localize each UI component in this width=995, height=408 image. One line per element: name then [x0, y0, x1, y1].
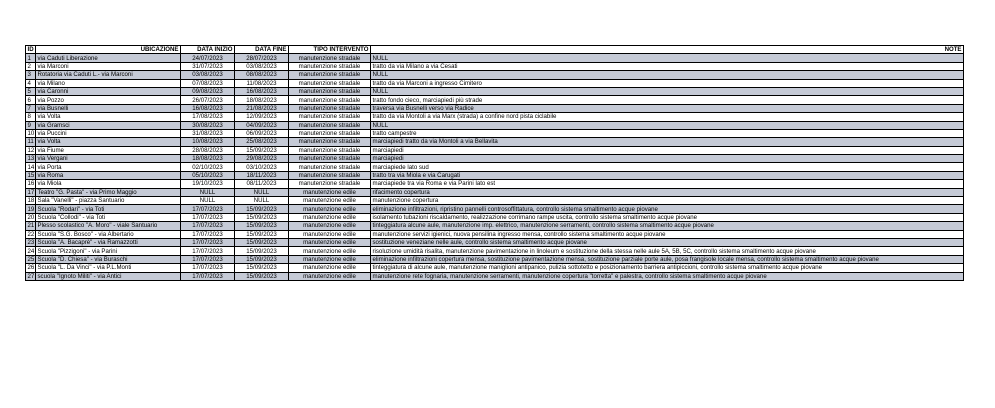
cell-tipo-intervento: manutenzione edile [289, 188, 371, 196]
cell-note: NULL [371, 54, 964, 62]
cell-note: tratto tra via Miola e via Carugati [371, 171, 964, 179]
cell-ubicazione: via Pozzo [36, 96, 181, 104]
cell-ubicazione: Scuola "Collodi" - via Toti [36, 213, 181, 221]
cell-data-fine: 16/08/2023 [235, 87, 289, 95]
table-row [26, 146, 964, 154]
cell-note: tratto da via Marconi a ingresso Cimitero [371, 79, 964, 87]
cell-ubicazione: via Marconi [36, 62, 181, 70]
cell-data-fine: 15/09/2023 [235, 247, 289, 255]
cell-ubicazione: Scuola "S.G. Bosco" - via Albertario [36, 230, 181, 238]
cell-data-inizio: 09/08/2023 [181, 87, 235, 95]
cell-tipo-intervento: manutenzione stradale [289, 96, 371, 104]
cell-data-fine: 15/09/2023 [235, 238, 289, 246]
cell-note: marciapiedi [371, 155, 964, 163]
cell-ubicazione: Scuola "L. Da Vinci" - via P.L.Monti [36, 264, 181, 272]
cell-note: marciapiedi tratto da via Montoli a via Bellavita [371, 138, 964, 146]
cell-data-fine: 15/09/2023 [235, 222, 289, 230]
cell-data-inizio: 19/10/2023 [181, 180, 235, 188]
cell-tipo-intervento: manutenzione stradale [289, 180, 371, 188]
cell-ubicazione: Scuola "Pizzigoni" - via Parini [36, 247, 181, 255]
cell-data-fine: 15/09/2023 [235, 146, 289, 154]
cell-id: 16 [27, 180, 35, 188]
cell-tipo-intervento: manutenzione edile [289, 222, 371, 230]
cell-data-inizio: 17/07/2023 [181, 222, 235, 230]
cell-tipo-intervento: manutenzione edile [289, 247, 371, 255]
table-row [26, 255, 964, 263]
table-row [26, 188, 964, 196]
cell-ubicazione: Scuola "Rodari" - via Toti [36, 205, 181, 213]
cell-id: 7 [26, 104, 36, 112]
cell-data-inizio: 02/10/2023 [181, 163, 235, 171]
cell-note: manutenzione rete fognaria, manutenzione serramenti, manutenzione copertura "torretta" e palestra, controllo sistema smaltimento acque piovane [371, 272, 964, 280]
cell-ubicazione: via Busnelli [36, 104, 181, 112]
cell-data-fine: 18/11/2023 [235, 171, 289, 179]
header-data-inizio: DATA INIZIO [181, 46, 235, 54]
table-row [26, 163, 964, 171]
cell-note: marciapiede tra via Roma e via Parini lato est [371, 180, 964, 188]
cell-ubicazione: via Porta [36, 163, 181, 171]
table-row [26, 264, 964, 272]
cell-data-inizio: 31/07/2023 [181, 62, 235, 70]
cell-data-fine: 25/08/2023 [235, 138, 289, 146]
cell-id: 20 [27, 214, 35, 221]
cell-id: 25 [27, 255, 35, 263]
cell-id: 3 [26, 71, 36, 79]
cell-note: marciapiede lato sud [371, 163, 964, 171]
cell-tipo-intervento: manutenzione stradale [289, 113, 371, 121]
cell-data-fine: 04/09/2023 [235, 121, 289, 129]
table-row [26, 238, 964, 246]
cell-ubicazione: via Roma [36, 171, 181, 179]
cell-tipo-intervento: manutenzione stradale [289, 79, 371, 87]
cell-id: 26 [27, 264, 35, 272]
cell-data-fine: 03/08/2023 [235, 62, 289, 70]
cell-ubicazione: Scuola "A. Bacaprè" - via Ramazzotti [36, 238, 181, 246]
cell-note: marciapiedi [371, 146, 964, 154]
cell-ubicazione: via Caduti Liberazione [36, 54, 181, 62]
table-row [26, 121, 964, 129]
cell-ubicazione: Plesso scolastico "A. Moro" - viale Santuario [36, 222, 181, 230]
header-data-fine: DATA FINE [235, 46, 289, 54]
cell-id: 2 [26, 62, 36, 70]
cell-note: NULL [371, 71, 964, 79]
cell-data-fine: 15/09/2023 [235, 272, 289, 280]
cell-tipo-intervento: manutenzione edile [289, 230, 371, 238]
cell-note: tratto campestre [371, 129, 964, 137]
cell-data-inizio: 05/10/2023 [181, 171, 235, 179]
cell-data-fine: 06/09/2023 [235, 129, 289, 137]
cell-ubicazione: Rotatoria via Caduti L.- via Marconi [36, 71, 181, 79]
cell-id: 1 [26, 54, 36, 62]
cell-note: risoluzione umidità risalita, manutenzione pavimentazione in linoleum e sostituzione della stessa nelle aule 5A, 5B, 5C, controllo sistema smaltimento acque piovane [371, 247, 964, 255]
cell-data-inizio: 24/07/2023 [181, 54, 235, 62]
cell-id: 4 [26, 79, 36, 87]
cell-ubicazione: via Volta [36, 113, 181, 121]
cell-note: traversa via Busnelli verso via Radice [371, 104, 964, 112]
table-row [26, 247, 964, 255]
header-row [26, 46, 964, 54]
cell-note: eliminazione infiltrazioni, ripristino pannelli controsoffittatura, controllo sistema smaltimento acque piovane [371, 205, 964, 213]
cell-ubicazione: via Gramsci [36, 121, 181, 129]
cell-note: NULL [371, 87, 964, 95]
cell-ubicazione: scuola "Ignoto Militi" - via Antici [36, 272, 181, 280]
cell-id: 24 [27, 247, 35, 255]
cell-note: eliminazione infiltrazioni copertura mensa, sostituzione pavimentazione mensa, sostituzione parziale porte aule, posa frangisole locale mensa, controllo sistema smaltimento acque piovane [371, 255, 964, 263]
cell-id: 11 [27, 138, 34, 146]
cell-data-fine: 28/07/2023 [235, 54, 289, 62]
cell-data-inizio: 17/07/2023 [181, 255, 235, 263]
works-table [25, 45, 964, 281]
cell-data-fine: 08/11/2023 [235, 180, 289, 188]
cell-data-fine: 18/08/2023 [235, 96, 289, 104]
cell-id: 15 [27, 172, 35, 180]
cell-note: tratto fondo cieco, marciapiedi più strade [371, 96, 964, 104]
cell-id: 5 [26, 87, 36, 95]
cell-tipo-intervento: manutenzione edile [289, 255, 371, 263]
cell-tipo-intervento: manutenzione stradale [289, 71, 371, 79]
table-row [26, 272, 964, 280]
cell-ubicazione: via Fiume [36, 146, 181, 154]
cell-id: 17 [27, 188, 35, 196]
cell-id: 9 [26, 121, 36, 129]
cell-id: 10 [27, 130, 35, 138]
cell-data-inizio: 18/08/2023 [181, 155, 235, 163]
cell-id: 14 [27, 163, 35, 171]
cell-id: 22 [27, 230, 35, 238]
cell-data-inizio: 31/08/2023 [181, 129, 235, 137]
cell-note: tratto da via Montoli a via Marx (strada) a confine nord pista ciclabile [371, 113, 964, 121]
table-row [26, 222, 964, 230]
cell-note: isolamento tubazioni riscaldamento, realizzazione corrimano rampe uscita, controllo sistema smaltimento acque piovane [371, 213, 964, 221]
table-row [26, 113, 964, 121]
header-note: NOTE [371, 46, 964, 54]
cell-data-inizio: 17/07/2023 [181, 247, 235, 255]
cell-data-fine: 08/08/2023 [235, 71, 289, 79]
cell-data-fine: 03/10/2023 [235, 163, 289, 171]
cell-data-inizio: NULL [181, 188, 235, 196]
cell-data-inizio: 17/07/2023 [181, 205, 235, 213]
table-row [26, 213, 964, 221]
table-row [26, 129, 964, 137]
cell-tipo-intervento: manutenzione stradale [289, 129, 371, 137]
cell-note: manutenzione copertura [371, 197, 964, 205]
cell-tipo-intervento: manutenzione stradale [289, 163, 371, 171]
cell-id: 21 [27, 222, 35, 230]
table-row [26, 104, 964, 112]
cell-id: 18 [27, 197, 35, 205]
cell-data-fine: NULL [235, 197, 289, 205]
table-row [26, 138, 964, 146]
table-row [26, 180, 964, 188]
cell-tipo-intervento: manutenzione stradale [289, 155, 371, 163]
cell-tipo-intervento: manutenzione edile [289, 238, 371, 246]
cell-data-fine: 15/09/2023 [235, 205, 289, 213]
cell-note: NULL [371, 121, 964, 129]
cell-data-inizio: 17/07/2023 [181, 238, 235, 246]
cell-data-inizio: 17/07/2023 [181, 272, 235, 280]
cell-tipo-intervento: manutenzione stradale [289, 146, 371, 154]
cell-tipo-intervento: manutenzione edile [289, 272, 371, 280]
cell-data-fine: 15/09/2023 [235, 255, 289, 263]
table-row [26, 171, 964, 179]
table-row [26, 54, 964, 62]
table-row [26, 87, 964, 95]
table-row [26, 96, 964, 104]
cell-data-inizio: 30/08/2023 [181, 121, 235, 129]
cell-id: 27 [27, 272, 35, 280]
header-id: ID [27, 46, 34, 54]
cell-tipo-intervento: manutenzione stradale [289, 121, 371, 129]
cell-ubicazione: via Miola [36, 180, 181, 188]
cell-data-fine: 12/09/2023 [235, 113, 289, 121]
cell-ubicazione: Teatro "G. Pasta" - via Primo Maggio [36, 188, 181, 196]
cell-tipo-intervento: manutenzione stradale [289, 171, 371, 179]
cell-data-fine: 15/09/2023 [235, 264, 289, 272]
cell-id: 13 [27, 155, 35, 163]
cell-data-inizio: 10/08/2023 [181, 138, 235, 146]
cell-data-inizio: 17/07/2023 [181, 213, 235, 221]
cell-id: 8 [26, 113, 36, 121]
table-row [26, 71, 964, 79]
cell-data-inizio: 07/08/2023 [181, 79, 235, 87]
cell-note: tratto da via Milano a via Cesati [371, 62, 964, 70]
cell-ubicazione: Sala "Vanelli" - piazza Santuario [36, 197, 181, 205]
cell-tipo-intervento: manutenzione edile [289, 213, 371, 221]
cell-note: manutenzione servizi igienici, nuova pensilina ingresso mensa, controllo sistema smaltimento acque piovane [371, 230, 964, 238]
cell-data-inizio: 26/07/2023 [181, 96, 235, 104]
cell-id: 23 [27, 239, 35, 247]
cell-data-inizio: 03/08/2023 [181, 71, 235, 79]
cell-data-fine: 29/08/2023 [235, 155, 289, 163]
cell-data-fine: 21/08/2023 [235, 104, 289, 112]
cell-note: tinteggiatura di alcune aule, manutenzione maniglioni antipanico, pulizia sottotetto e posizionamento barriera antipiccioni, controllo sistema smaltimento acque piovane [371, 264, 964, 272]
cell-data-fine: NULL [235, 188, 289, 196]
cell-ubicazione: via Caronni [36, 87, 181, 95]
cell-ubicazione: via Vergani [36, 155, 181, 163]
table-row [26, 197, 964, 205]
cell-tipo-intervento: manutenzione edile [289, 197, 371, 205]
cell-tipo-intervento: manutenzione edile [289, 264, 371, 272]
cell-id: 12 [27, 146, 35, 154]
cell-id: 6 [26, 96, 36, 104]
cell-data-inizio: 17/08/2023 [181, 113, 235, 121]
header-tipo-intervento: TIPO INTERVENTO [289, 46, 371, 54]
cell-id: 19 [27, 205, 35, 213]
table-row [26, 230, 964, 238]
table-row [26, 155, 964, 163]
table-row [26, 62, 964, 70]
cell-note: rifacimento copertura [371, 188, 964, 196]
cell-ubicazione: via Milano [36, 79, 181, 87]
cell-data-fine: 15/09/2023 [235, 230, 289, 238]
table-row [26, 79, 964, 87]
cell-tipo-intervento: manutenzione stradale [289, 87, 371, 95]
cell-data-inizio: 17/07/2023 [181, 230, 235, 238]
cell-data-inizio: 28/08/2023 [181, 146, 235, 154]
table-row [26, 205, 964, 213]
cell-tipo-intervento: manutenzione stradale [289, 62, 371, 70]
cell-ubicazione: via Puccini [36, 129, 181, 137]
cell-note: tinteggiatura alcune aule, manutenzione imp. elettrico, manutenzione serramenti, controllo sistema smaltimento acque piovane [371, 222, 964, 230]
cell-ubicazione: via Volta [36, 138, 181, 146]
cell-ubicazione: Scuola "D. Chiesa" - via Buraschi [36, 255, 181, 263]
cell-tipo-intervento: manutenzione edile [289, 205, 371, 213]
cell-data-inizio: NULL [181, 197, 235, 205]
cell-tipo-intervento: manutenzione stradale [289, 104, 371, 112]
cell-data-inizio: 16/08/2023 [181, 104, 235, 112]
cell-data-fine: 11/08/2023 [235, 79, 289, 87]
cell-note: sostituzione veneziane nelle aule, controllo sistema smaltimento acque piovane [371, 238, 964, 246]
cell-tipo-intervento: manutenzione stradale [289, 54, 371, 62]
cell-tipo-intervento: manutenzione stradale [289, 138, 371, 146]
cell-data-fine: 15/09/2023 [235, 213, 289, 221]
header-ubicazione: UBICAZIONE [36, 46, 181, 54]
cell-data-inizio: 17/07/2023 [181, 264, 235, 272]
